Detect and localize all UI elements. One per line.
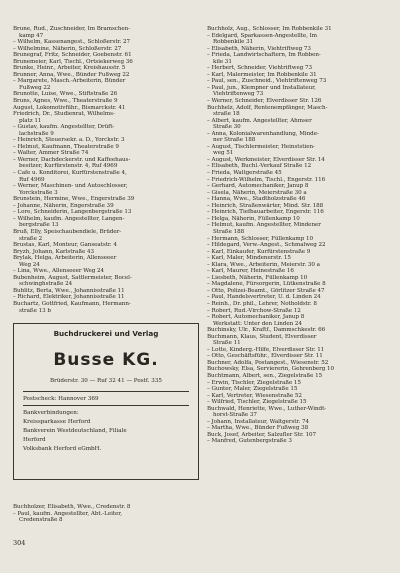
directory-entry: – Karl, Einkaufer, Kurfürstenstraße 9 <box>207 248 311 255</box>
directory-entry: straße 13 b <box>19 307 51 314</box>
ad-bank-line: Herford <box>23 437 46 443</box>
directory-entry: – Herbert, Schneider, Viehtriftweg 73 <box>207 65 312 72</box>
directory-entry: Brustas, Karl, Monteur, Ganseatstr. 4 <box>13 242 117 249</box>
directory-entry: Buchhelz, Adolf, Rentenempfänger, Masch- <box>207 104 328 111</box>
directory-entry: – Wilhelmine, Näherin, Schloßerstr. 27 <box>13 45 122 52</box>
directory-entry: – Johanne, Näherin, Engerstraße 39 <box>13 202 114 209</box>
directory-entry: Viehtriftenweg 73 <box>213 91 264 98</box>
directory-entry: Straße 30 <box>213 124 241 131</box>
directory-entry: – Wilfried, Tischler, Ziegelstraße 15 <box>207 399 307 406</box>
directory-entry: – Werner, Dachdeckerstr. und Kaffeehaus- <box>13 156 131 163</box>
directory-entry: – August, Tischlermeister, Heinststien- <box>207 143 315 150</box>
directory-entry: Brune, Rud., Zuschneider, Im Bramschen- <box>13 26 131 32</box>
directory-entry: – Wilhelm, Kassenangest., Schloßerstr. 27 <box>13 39 131 46</box>
directory-entry: – Karl, Malermeister, Im Robbenkile 31 <box>207 71 317 78</box>
directory-entry: – Helmut, Kaufmann, Theaterstraße 9 <box>13 143 119 150</box>
directory-entry: Friedrich, Dr., Studienrat, Wilhelms- <box>13 111 115 118</box>
directory-entry: – Reinh., Dr. phil., Lehrer, Notholdstr. 8 <box>207 300 317 307</box>
advertisement-box <box>13 323 199 480</box>
directory-entry: Buchinsky, Ulr., Kraftf., Dammschkestr. 66 <box>207 327 326 334</box>
ad-bank-heading: Bankverbindungen: <box>23 410 79 416</box>
bottom-entries <box>13 504 199 524</box>
directory-entry: – Manfred, Gutenbergstraße 3 <box>207 438 292 445</box>
directory-entry: – Karl, Maler, Mindenerstr. 15 <box>207 255 291 262</box>
directory-entry: Straße 188 <box>213 228 245 235</box>
directory-entry: – Robert, Rud.-Virchow-Straße 12 <box>207 307 301 314</box>
directory-entry: – Liesbeth, Näherin, Füllenkamp 10 <box>207 274 308 281</box>
directory-entry: Brunke, Heinr., Arbeiter, Kreishausstr. 5 <box>13 65 126 72</box>
directory-entry: Brunner, Anna, Wwe., Bünder Fußweg 22 <box>13 71 130 78</box>
directory-entry: – Heinrich, Straßenwärter, Mind. Str. 188 <box>207 202 324 209</box>
directory-entry: – Heinrich, Tiefbauarbeiter, Engerstr. 116 <box>207 209 324 216</box>
directory-entry: Werkstatt: Unter den Linden 24 <box>213 320 302 327</box>
directory-entry: Bryzh, Johann, Karlstraße 43 <box>13 248 95 255</box>
directory-entry: – Heinrich, Steuersekr. a. D., Yorckstr. 3 <box>13 137 125 144</box>
directory-entry: Fußweg 22 <box>19 84 51 91</box>
directory-entry: – Werner, Maschinen- und Autoschlosser, <box>13 183 128 190</box>
directory-entry: – Cafe u. Konditorei, Kurfürstenstraße 4, <box>13 170 127 177</box>
directory-entry: – Martha, Wwe., Bünder Fußweg 38 <box>207 425 309 432</box>
directory-entry: Brylak, Helga, Arbeiterin, Allenseeer <box>13 255 117 262</box>
directory-entry: Robbenkile 31 <box>213 39 254 46</box>
directory-entry: – Otto, Geschäftsführ., Elverdisser Str. 11 <box>207 353 323 360</box>
directory-entry: Yorckstraße 3 <box>19 189 58 196</box>
directory-entry: – Albert, kaufm. Angestellter, Ahmser <box>207 117 312 124</box>
directory-entry: – Helga, Näherin, Füllenkamp 10 <box>207 215 300 222</box>
directory-entry: – Friedrich-Wilhelm, Tischl., Engerstr. 116 <box>207 176 326 183</box>
directory-entry: Buchtmann, Albert, sen., Ziegelstraße 15 <box>207 372 323 379</box>
directory-entry: – Paul, kaufm. Angestellter, Abt.-Leiter, <box>13 510 123 517</box>
directory-entry: Brunegraf, Fritz, Schneider, Goebenstr. 61 <box>13 52 132 59</box>
directory-entry: Brunemeier, Karl, Tischl., Ortsiekerweg 36 <box>13 58 133 65</box>
directory-entry: – Lore, Schneiderin, Langenbergstraße 13 <box>13 209 132 216</box>
directory-entry: Brunstein, Hermine, Wwe., Engerstraße 39 <box>13 196 135 203</box>
directory-entry: Straße 11 <box>213 340 241 347</box>
directory-entry: Buchholzer, Elisabeth, Wwe., Credenstr. 8 <box>13 504 131 510</box>
directory-entry: Credenstraße 8 <box>19 517 63 524</box>
ad-bank-line: Volksbank Herford eGmbH. <box>23 446 102 452</box>
directory-entry: Buchowsky, Elsa, Serviererin, Gehrenberg 10 <box>207 366 335 373</box>
directory-entry: – Paul, jun., Klempner und Installateur, <box>207 84 316 91</box>
directory-entry: Buck, Josef, Arbeiter, Salzufler Str. 107 <box>207 431 317 438</box>
directory-entry: – Wilhelm, kaufm. Angestellter, Langen- <box>13 215 125 222</box>
directory-entry: – Richard, Elektriker, Johannisstraße 11 <box>13 294 125 301</box>
directory-entry: kamp 47 <box>19 32 44 39</box>
directory-entry: Weg 24 <box>19 261 40 268</box>
directory-entry: – Magdalene, Fürsorgerin, Lütkenstraße 8 <box>207 281 326 288</box>
ad-brand-name: Busse KG. <box>53 350 159 370</box>
ad-bank-line: Bankverein Westdeutschland, Filiale <box>23 428 127 434</box>
directory-entry: – Helmut, kaufm. Angestellter, Mindener <box>207 222 321 229</box>
directory-entry: platz 11 <box>19 117 42 124</box>
directory-entry: – Edelgard, Sparkassen-Angestellte, Im <box>207 32 318 39</box>
directory-entry: – Hermann, Schlosser, Füllenkamp 10 <box>207 235 313 242</box>
directory-entry: straße 2 <box>19 235 43 242</box>
directory-entry: – Hanna, Wwe., Stadtholzstraße 46 <box>207 196 306 203</box>
directory-entry: – Elisabeth, Buchl.-Verkauf Straße 12 <box>207 163 312 170</box>
directory-entry: – Gunter, Maler, Ziegelstraße 15 <box>207 386 298 393</box>
directory-entry: Bruns, Agnes, Wwe., Theaterstraße 9 <box>13 98 118 105</box>
page-number: 304 <box>13 539 26 547</box>
directory-entry: Bubenheim, August, Sattlermeister, Bocel- <box>13 274 132 281</box>
directory-entry: Ruf 4969 <box>19 176 45 183</box>
right-column <box>207 26 393 445</box>
directory-entry: Bublitz, Berta, Wwe., Johannisstraße 11 <box>13 287 125 294</box>
directory-entry: – Gustav, kaufm. Angestellter, Drüft- <box>13 124 115 131</box>
directory-entry: Bruß, Elly, Speischaubendiele, Brüder- <box>13 228 122 235</box>
directory-entry: – Frieda, Landwirtschaftern, Im Robben- <box>207 52 321 59</box>
directory-entry: weg 51 <box>213 150 234 157</box>
ad-divider <box>23 391 189 392</box>
directory-entry: – Otto, Polizei-Beamt., Görlitzer Straße 47 <box>207 287 325 294</box>
directory-entry: Buchner, Adolfa, Postangest., Wiesenstr. 52 <box>207 359 329 366</box>
directory-entry: – August, Werkmeister, Elverdisser Str. 14 <box>207 156 325 163</box>
directory-entry: – Gerhard, Automechaniker, Janup 8 <box>207 183 309 190</box>
directory-entry: – Margarete, Masch.-Arbeiterin, Bünder <box>13 78 126 85</box>
directory-entry: – Werner, Schneider, Elverdisser Str. 126 <box>207 98 322 105</box>
ad-divider <box>23 405 189 406</box>
directory-entry: – Hildegard, Verw.-Angest., Schmalweg 22 <box>207 242 326 249</box>
directory-entry: – Anna, Kolonialwarenhandlung, Minde- <box>207 130 319 137</box>
directory-entry: – Paul, sen., Zuschneid., Viehtriftenweg 73 <box>207 78 327 85</box>
directory-entry: – Elisabeth, Näherin, Viehtriftweg 73 <box>207 45 311 52</box>
directory-entry: ner Straße 188 <box>213 137 256 144</box>
directory-entry: kile 31 <box>213 58 232 65</box>
directory-entry: – Karl, Vertreter, Wiesenstraße 52 <box>207 392 302 399</box>
directory-entry: schwinghstraße 24 <box>19 281 73 288</box>
directory-entry: Brunotte, Luise, Wwe., Stiftstraße 26 <box>13 91 118 98</box>
ad-postscheck: Postscheck: Hannover 369 <box>23 396 99 402</box>
directory-entry: – Paul, Handelsvertreter, U. d. Linden 24 <box>207 294 321 301</box>
directory-entry: – Erwin, Tischler, Ziegelstraße 15 <box>207 379 301 386</box>
directory-entry: – Lina, Wwe., Allenseeer Weg 24 <box>13 268 105 275</box>
directory-entry: – Johann, Installateur, Waltgerstr. 74 <box>207 418 309 425</box>
directory-entry: lachstraße 9 <box>19 130 54 137</box>
directory-entry: Buchartz, Gottfried, Kaufmann, Hermann- <box>13 300 131 307</box>
left-column <box>13 26 198 314</box>
directory-entry: – Gisela, Näherin, Meierstraße 30 a <box>207 189 307 196</box>
directory-entry: – Klara, Wwe., Arbeiterin, Meierstr. 30 a <box>207 261 320 268</box>
directory-entry: Buchwald, Henriette, Wwe., Luther-Windt- <box>207 405 327 412</box>
directory-entry: – Lotte, Kinderg.-Hilfe, Elverdisser Str. 11 <box>207 346 325 353</box>
ad-title: Buchdruckerei und Verlag <box>53 329 159 338</box>
directory-entry: besitzer, Kurfürstenstr. 4, Ruf 4969 <box>19 163 118 170</box>
directory-entry: – Karl, Maurer, Heinestraße 16 <box>207 268 294 275</box>
ad-bank-line: Kreissparkasse Herford <box>23 419 91 425</box>
directory-entry: August, Lokomotivführ., Bismarckstr. 41 <box>13 104 126 111</box>
directory-entry: horst-Straße 37 <box>213 412 257 419</box>
directory-entry: – Robert, Automechaniker, Janup 8 <box>207 314 305 321</box>
directory-entry: – Walter, Ammer Straße 74 <box>13 150 89 157</box>
directory-entry: bergstraße 13 <box>19 222 59 229</box>
directory-entry: Buchmann, Klaus, Student, Elverdisser <box>207 333 317 340</box>
ad-address: Brüderstr. 30 — Ruf 32 41 — Postf. 335 <box>50 378 162 384</box>
directory-entry: – Frieda, Waltgerstraße 45 <box>207 170 282 177</box>
directory-entry: straße 18 <box>213 111 240 118</box>
directory-entry: Buchholz, Aug., Schlosser, Im Robbenkile 31 <box>207 26 332 32</box>
